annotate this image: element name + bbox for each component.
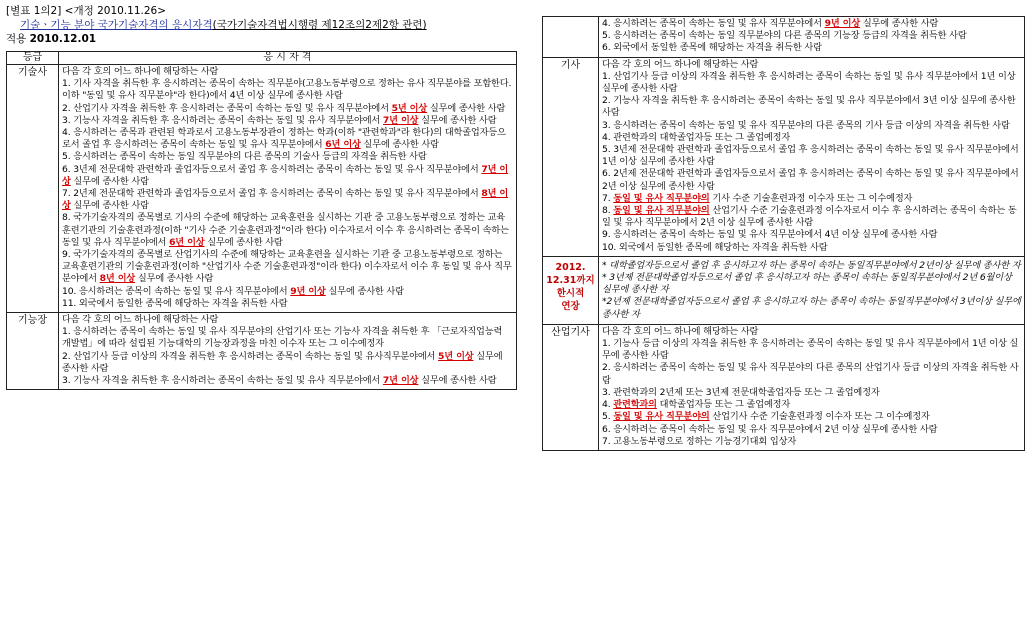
qualification-master-craftsman: 다음 각 호의 어느 하나에 해당하는 사람 1. 응시하려는 종목이 속하는 동일 및 유사 직무분야의 산업기사 또는 기능사 자격을 취득한 후 「근로자직업능력 개발법」에 따라 설립된 기능대학의 기능장과정을 마친 이수자 또는 그 이수예정자 2. 산업기사 등급 이상의 자격을 취득한 후 응시하려는 종목이 속하는 동일 및 유사직무분야에서 5년 이상 실무에 종사한 사람 3. 기능사 자격을 취득한 후 응시하려는 종목이 속하는 동일 및 유사 직무분야에서 7년 이상 실무에 종사한 사람 [59,313,517,390]
grade-engineer: 기사 [543,57,599,256]
right-qualification-table [542,16,1025,451]
left-page [6,0,516,390]
table-row [7,313,517,390]
qualification-engineer: 다음 각 호의 어느 하나에 해당하는 사람 1. 산업기사 등급 이상의 자격을 취득한 후 응시하려는 종목이 속하는 동일 및 유사 직무분야에서 1년 이상 실무에 종사한 사람 2. 기능사 자격을 취득한 후 응시하려는 종목이 속하는 동일 및 유사 직무분야에서 3년 이상 실무에 종사한 사람 3. 응시하려는 종목이 속하는 동일 및 유사 직무분야의 다른 종목의 기사 등급 이상의 자격을 취득한 사람 4. 관련학과의 대학졸업자등 또는 그 졸업예정자 5. 3년제 전문대학 관련학과 졸업자등으로서 졸업 후 응시하려는 종목이 속하는 동일 및 유사 직무분야에서 1년 이상 실무에 종사한 사람 6. 2년제 전문대학 관련학과 졸업자등으로서 졸업 후 응시하려는 종목이 속하는 동일 및 유사 직무분야에서 2년 이상 실무에 종사한 사람 7. 동일 및 유사 직무분야의 기사 수준 기술훈련과정 이수자 또는 그 이수예정자 8. 동일 및 유사 직무분야의 산업기사 수준 기술훈련과정 이수자로서 이수 후 응시하려는 종목이 속하는 동일 및 유사 직무분야에서 2년 이상 실무에 종사한 사람 9. 응시하려는 종목이 속하는 동일 및 유사 직무분야에서 4년 이상 실무에 종사한 사람 10. 외국에서 동일한 종목에 해당하는 자격을 취득한 사람 [599,57,1025,256]
header-line1: [별표 1의2] <개정 2010.11.26> [6,5,166,17]
grade-header: 등급 [7,52,59,65]
temporary-extension-notes: * 대학졸업자등으로서 졸업 후 응시하고자 하는 종목이 속하는 동일직무분야에서 2년이상 실무에 종사한 자 * 3년제 전문대학졸업자등으로서 졸업 후 응시하고자 하는 종목이 속하는 동일직무분야에서 2년 6월이상 실무에 종사한 자 *2년제 전문대학졸업자등으로서 졸업 후 응시하고자 하는 종목이 속하는 동일직무분야에서 3년이상 실무에 종사한 자 [599,256,1025,324]
qualification-industrial-engineer: 다음 각 호의 어느 하나에 해당하는 사람 1. 기능사 등급 이상의 자격을 취득한 후 응시하려는 종목이 속하는 동일 및 유사 직무분야에서 1년 이상 실무에 종사한 사람 2. 응시하려는 종목이 속하는 동일 및 유사 직무분야의 다른 종목의 산업기사 등급 이상의 자격을 취득한 사람 3. 관련학과의 2년제 또는 3년제 전문대학졸업자등 또는 그 졸업예정자 4. 관련학과의 대학졸업자등 또는 그 졸업예정자 5. 동일 및 유사 직무분야의 산업기사 수준 기술훈련과정 이수자 또는 그 이수예정자 6. 응시하려는 종목이 속하는 동일 및 유사 직무분야에서 2년 이상 실무에 종사한 사람 7. 고용노동부령으로 정하는 기능경기대회 입상자 [599,324,1025,450]
table-row [7,65,517,313]
right-page [542,0,1024,451]
grade-temporary-extension: 2012. 12.31까지 한시적 연장 [543,256,599,324]
table-row [543,324,1025,450]
table-row [543,57,1025,256]
qualification-master-craftsman-continued: 4. 응시하려는 종목이 속하는 동일 및 유사 직무분야에서 9년 이상 실무에 종사한 사람 5. 응시하려는 종목이 속하는 동일 직무분야의 다른 종목의 기능장 등급의 자격을 취득한 사람 6. 외국에서 동일한 종목에 해당하는 자격을 취득한 사람 [599,17,1025,58]
qualification-header: 응 시 자 격 [59,52,517,65]
grade-engineer-master: 기술사 [7,65,59,313]
grade-master-craftsman: 기능장 [7,313,59,390]
table-row [543,17,1025,58]
header-line3: 적용 2010.12.01 [6,33,97,45]
qualification-engineer-master: 다음 각 호의 어느 하나에 해당하는 사람 1. 기사 자격을 취득한 후 응시하려는 종목이 속하는 직무분야(고용노동부령으로 정하는 유사 직무분야를 포함한다. 이하 "동일 및 유사 직무분야"라 한다)에서 4년 이상 실무에 종사한 사람 2. 산업기사 자격을 취득한 후 응시하려는 종목이 속하는 동일 및 유사 직무분야에서 5년 이상 실무에 종사한 사람 3. 기능사 자격을 취득한 후 응시하려는 종목이 속하는 동일 및 유사 직무분야에서 7년 이상 실무에 종사한 사람 4. 응시하려는 종목과 관련된 학과로서 고용노동부장관이 정하는 학과(이하 "관련학과"라 한다)의 대학졸업자등으로서 졸업 후 응시하려는 종목이 속하는 동일 및 유사 직무분야에서 6년 이상 실무에 종사한 사람 5. 응시하려는 종목이 속하는 동일 직무분야의 다른 종목의 기술사 등급의 자격을 취득한 사람 6. 3년제 전문대학 관련학과 졸업자등으로서 졸업 후 응시하려는 종목이 속하는 동일 및 유사 직무분야에서 7년 이상 실무에 종사한 사람 7. 2년제 전문대학 관련학과 졸업자등으로서 졸업 후 응시하려는 종목이 속하는 동일 및 유사 직무분야에서 8년 이상 실무에 종사한 사람 8. 국가기술자격의 종목별로 기사의 수준에 해당하는 교육훈련을 실시하는 기관 중 고용노동부령으로 정하는 교육훈련기관의 기술훈련과정(이하 "기사 수준 기술훈련과정"이라 한다) 이수자로서 이수 후 응시하려는 종목이 속하는 동일 및 유사 직무분야에서 6년 이상 실무에 종사한 사람 9. 국가기술자격의 종목별로 산업기사의 수준에 해당하는 교육훈련을 실시하는 기관 중 고용노동부령으로 정하는 교육훈련기관의 기술훈련과정(이하 "산업기사 수준 기술훈련과정"이라 한다) 이수자로서 이수 후 동일 및 유사 직무분야에서 8년 이상 실무에 종사한 사람 10. 응시하려는 종목이 속하는 동일 및 유사 직무분야에서 9년 이상 실무에 종사한 사람 11. 외국에서 동일한 종목에 해당하는 자격을 취득한 사람 [59,65,517,313]
doc-header [6,4,516,46]
table-row [543,256,1025,324]
left-qualification-table [6,51,517,390]
grade-industrial-engineer: 산업기사 [543,324,599,450]
header-line2: 기술ㆍ기능 분야 국가기술자격의 응시자격(국가기술자격법시행령 제12조의2제2항 관련) [20,19,427,31]
table-header-row [7,52,517,65]
grade-continued [543,17,599,58]
